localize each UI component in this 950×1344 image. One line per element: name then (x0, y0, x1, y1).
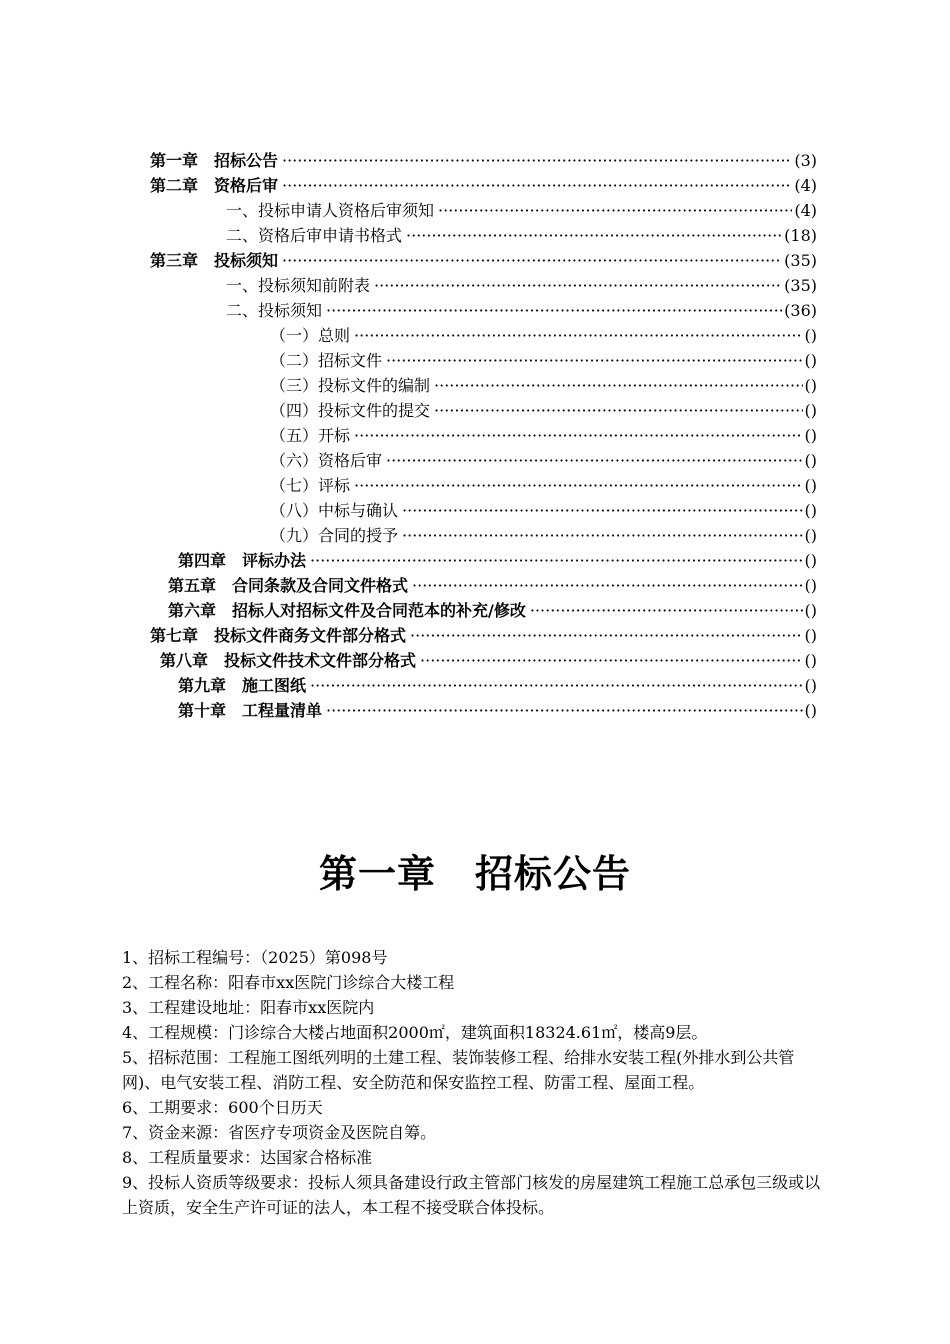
toc-label: 一、投标须知前附表 (226, 276, 371, 295)
toc-page: (4) (794, 201, 817, 220)
toc-row[interactable] (226, 223, 817, 248)
toc-row[interactable] (178, 548, 817, 573)
toc-page: () (804, 526, 817, 545)
toc-leader (530, 598, 803, 623)
toc-label: 第九章 施工图纸 (178, 676, 307, 695)
toc-page: () (804, 551, 817, 570)
toc-leader (326, 298, 782, 323)
toc-row[interactable] (270, 348, 817, 373)
toc-page: () (804, 476, 817, 495)
announcement-item: 5、招标范围：工程施工图纸列明的土建工程、装饰装修工程、给排水安装工程(外排水到公共管网)、电气安装工程、消防工程、安全防范和保安监控工程、防雷工程、屋面工程。 (122, 1048, 795, 1092)
announcement-item: 8、工程质量要求：达国家合格标准 (122, 1148, 373, 1167)
toc-label: 二、投标须知 (226, 301, 323, 320)
toc-row[interactable] (270, 523, 817, 548)
chapter-title: 第一章 招标公告 (318, 852, 631, 896)
toc-row[interactable] (168, 598, 817, 623)
announcement-body (122, 945, 822, 1220)
toc-leader (354, 423, 803, 448)
toc-label: （六）资格后审 (270, 451, 383, 470)
toc-label: （五）开标 (270, 426, 351, 445)
toc-label: （二）招标文件 (270, 351, 383, 370)
toc-leader (282, 248, 782, 273)
toc-leader (374, 273, 782, 298)
toc-row[interactable] (226, 198, 817, 223)
toc-page: (18) (784, 226, 817, 245)
toc-leader (406, 223, 782, 248)
toc-page: () (804, 426, 817, 445)
toc-label: 第六章 招标人对招标文件及合同范本的补充/修改 (168, 601, 526, 620)
toc-row[interactable] (270, 473, 817, 498)
announcement-item: 1、招标工程编号：（2025）第098号 (122, 948, 388, 967)
toc-page: () (804, 351, 817, 370)
toc-label: （四）投标文件的提交 (270, 401, 431, 420)
toc-leader (282, 148, 792, 173)
toc-leader (282, 173, 792, 198)
toc-page: (36) (784, 301, 817, 320)
toc-page: () (804, 501, 817, 520)
toc-label: 第七章 投标文件商务文件部分格式 (150, 626, 407, 645)
toc-leader (310, 548, 803, 573)
toc-label: 第一章 招标公告 (150, 151, 279, 170)
toc-page: (35) (784, 276, 817, 295)
toc-page: () (804, 676, 817, 695)
toc-page: (35) (784, 251, 817, 270)
toc-label: （三）投标文件的编制 (270, 376, 431, 395)
toc-row[interactable] (270, 423, 817, 448)
toc-row[interactable] (160, 648, 817, 673)
toc-label: 第四章 评标办法 (178, 551, 307, 570)
announcement-item: 9、投标人资质等级要求：投标人须具备建设行政主管部门核发的房屋建筑工程施工总承包三级或以上资质，安全生产许可证的法人，本工程不接受联合体投标。 (122, 1173, 821, 1217)
toc-page: () (804, 451, 817, 470)
announcement-item: 3、工程建设地址：阳春市xx医院内 (122, 998, 375, 1017)
toc-label: （八）中标与确认 (270, 501, 399, 520)
toc-label: 第三章 投标须知 (150, 251, 279, 270)
toc-leader (412, 573, 803, 598)
toc-row[interactable] (150, 173, 817, 198)
toc-page: () (804, 701, 817, 720)
toc-row[interactable] (150, 248, 817, 273)
announcement-item: 2、工程名称：阳春市xx医院门诊综合大楼工程 (122, 973, 455, 992)
toc-leader (310, 673, 803, 698)
toc-row[interactable] (178, 698, 817, 723)
toc-leader (402, 498, 803, 523)
toc-row[interactable] (270, 323, 817, 348)
toc-row[interactable] (270, 373, 817, 398)
announcement-item: 6、工期要求：600个日历天 (122, 1098, 323, 1117)
toc-label: 一、投标申请人资格后审须知 (226, 201, 435, 220)
toc-page: (4) (794, 176, 817, 195)
toc-page: () (804, 601, 817, 620)
toc-leader (434, 398, 803, 423)
toc-leader (402, 523, 803, 548)
toc-label: 第八章 投标文件技术文件部分格式 (160, 651, 417, 670)
announcement-item: 4、工程规模：门诊综合大楼占地面积2000㎡，建筑面积18324.61㎡，楼高9层。 (122, 1023, 708, 1042)
toc-leader (386, 448, 803, 473)
toc-leader (438, 198, 792, 223)
toc-page: () (804, 626, 817, 645)
toc-leader (420, 648, 803, 673)
toc-leader (354, 323, 803, 348)
toc-row[interactable] (226, 273, 817, 298)
toc-row[interactable] (270, 398, 817, 423)
toc-row[interactable] (168, 573, 817, 598)
toc-label: 第五章 合同条款及合同文件格式 (168, 576, 409, 595)
toc-row[interactable] (178, 673, 817, 698)
toc-page: () (804, 326, 817, 345)
toc-label: 第二章 资格后审 (150, 176, 279, 195)
toc-label: （一）总则 (270, 326, 351, 345)
toc-row[interactable] (270, 498, 817, 523)
toc-leader (386, 348, 803, 373)
toc-row[interactable] (226, 298, 817, 323)
toc-label: （七）评标 (270, 476, 351, 495)
toc-leader (410, 623, 803, 648)
toc-label: 二、资格后审申请书格式 (226, 226, 403, 245)
toc-row[interactable] (270, 448, 817, 473)
toc-label: 第十章 工程量清单 (178, 701, 323, 720)
toc-row[interactable] (150, 623, 817, 648)
toc-page: () (804, 401, 817, 420)
toc-page: () (804, 651, 817, 670)
toc-page: () (804, 376, 817, 395)
toc-label: （九）合同的授予 (270, 526, 399, 545)
announcement-item: 7、资金来源：省医疗专项资金及医院自筹。 (122, 1123, 437, 1142)
toc-leader (434, 373, 803, 398)
toc-page: () (804, 576, 817, 595)
toc-leader (354, 473, 803, 498)
toc-leader (326, 698, 803, 723)
toc-row[interactable] (150, 148, 817, 173)
toc-page: (3) (794, 151, 817, 170)
